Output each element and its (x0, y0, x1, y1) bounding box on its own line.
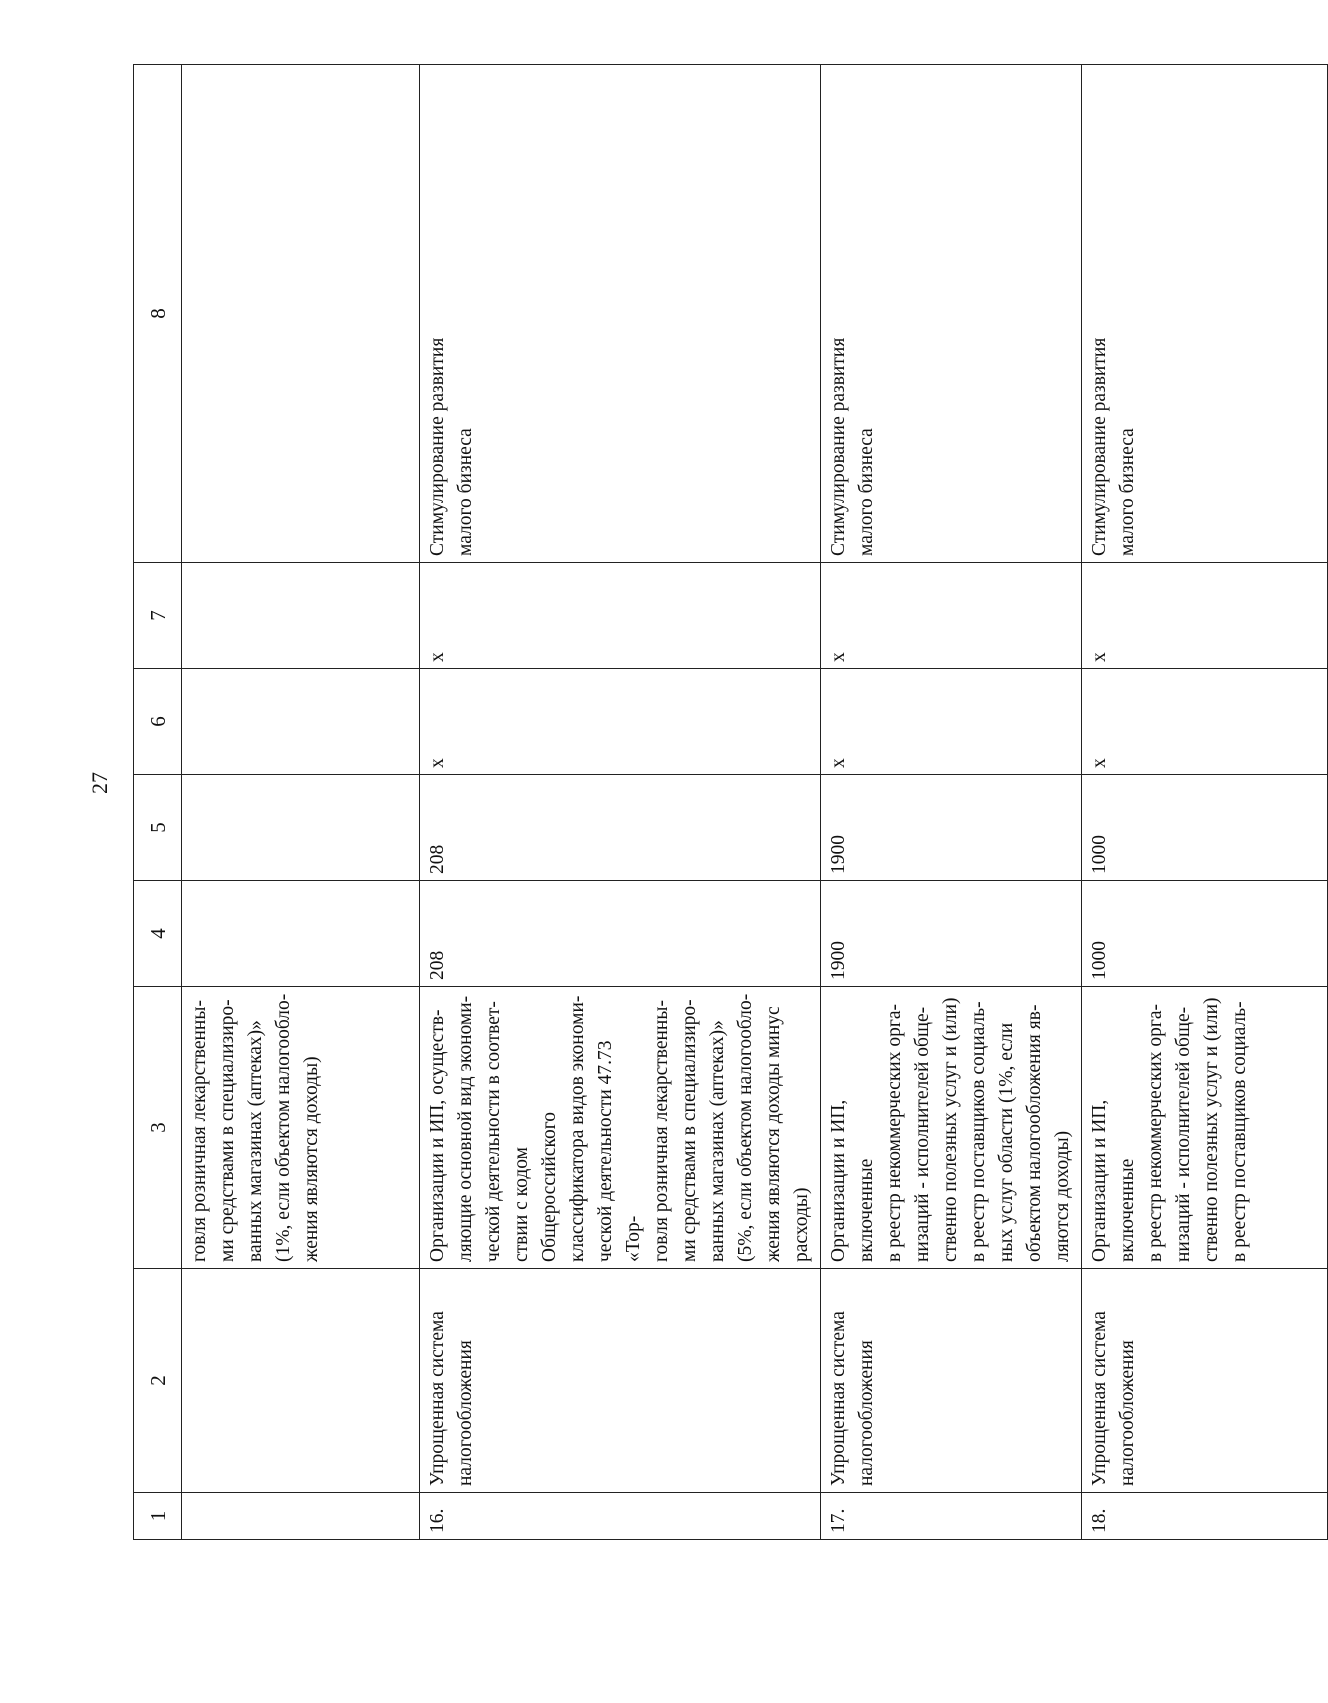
row-number: 17. (821, 1493, 1082, 1540)
row-number (182, 1493, 420, 1540)
value-col-4: 208 (420, 881, 821, 987)
row-number: 18. (1082, 1493, 1328, 1540)
rotated-table-container (133, 65, 1250, 1540)
value-col-6: х (420, 669, 821, 775)
value-col-5: 208 (420, 775, 821, 881)
benefit-goal: Стимулирование развития малого бизнеса (821, 65, 1082, 563)
table-row-17 (821, 65, 1082, 1540)
benefit-goal: Стимулирование развития малого бизнеса (1082, 65, 1328, 563)
taxpayer-category: Организации и ИП, включенные в реестр некоммерческих орга- низаций - исполнителей обще- ственно полезных услуг и (или) в реестр поставщиков социаль- (1082, 987, 1328, 1269)
page-number: 27 (87, 772, 112, 794)
tax-regime: Упрощенная система налогообложения (420, 1269, 821, 1493)
tax-benefits-table (133, 64, 1328, 1540)
tax-regime: Упрощенная система налогообложения (821, 1269, 1082, 1493)
header-col-4: 4 (134, 881, 182, 987)
value-col-7: х (420, 563, 821, 669)
table-row-16 (420, 65, 821, 1540)
header-col-8: 8 (134, 65, 182, 563)
header-col-7: 7 (134, 563, 182, 669)
benefit-goal: Стимулирование развития малого бизнеса (420, 65, 821, 563)
value-col-7: х (821, 563, 1082, 669)
value-col-7 (182, 563, 420, 669)
header-col-3: 3 (134, 987, 182, 1269)
header-col-1: 1 (134, 1493, 182, 1540)
value-col-4: 1900 (821, 881, 1082, 987)
value-col-4 (182, 881, 420, 987)
value-col-6: х (1082, 669, 1328, 775)
value-col-6 (182, 669, 420, 775)
table-row-18 (1082, 65, 1328, 1540)
taxpayer-category: Организации и ИП, включенные в реестр некоммерческих орга- низаций - исполнителей обще- ственно полезных услуг и (или) в реестр поставщиков социаль- ных услуг области (1%, если объектом налогообложения яв- ляются доходы) (821, 987, 1082, 1269)
value-col-5 (182, 775, 420, 881)
tax-regime (182, 1269, 420, 1493)
value-col-7: х (1082, 563, 1328, 669)
value-col-5: 1900 (821, 775, 1082, 881)
tax-regime: Упрощенная система налогообложения (1082, 1269, 1328, 1493)
header-row (134, 65, 182, 1540)
taxpayer-category: говля розничная лекарственны- ми средствами в специализиро- ванных магазинах (аптеках)» (1%, если объектом налогообло- жения являются доходы) (182, 987, 420, 1269)
table-row-continued (182, 65, 420, 1540)
row-number: 16. (420, 1493, 821, 1540)
header-col-5: 5 (134, 775, 182, 881)
value-col-5: 1000 (1082, 775, 1328, 881)
header-col-2: 2 (134, 1269, 182, 1493)
benefit-goal (182, 65, 420, 563)
value-col-6: х (821, 669, 1082, 775)
taxpayer-category: Организации и ИП, осуществ- ляющие основной вид экономи- ческой деятельности в соответ- ствии с кодом Общероссийского классификатора видов экономи- ческой деятельности 47.73 «Тор- говля розничная лекарственны- ми средствами в специализиро- ванных магазинах (аптеках)» (5%, если объектом налогообло- жения являются доходы минус расходы) (420, 987, 821, 1269)
header-col-6: 6 (134, 669, 182, 775)
value-col-4: 1000 (1082, 881, 1328, 987)
